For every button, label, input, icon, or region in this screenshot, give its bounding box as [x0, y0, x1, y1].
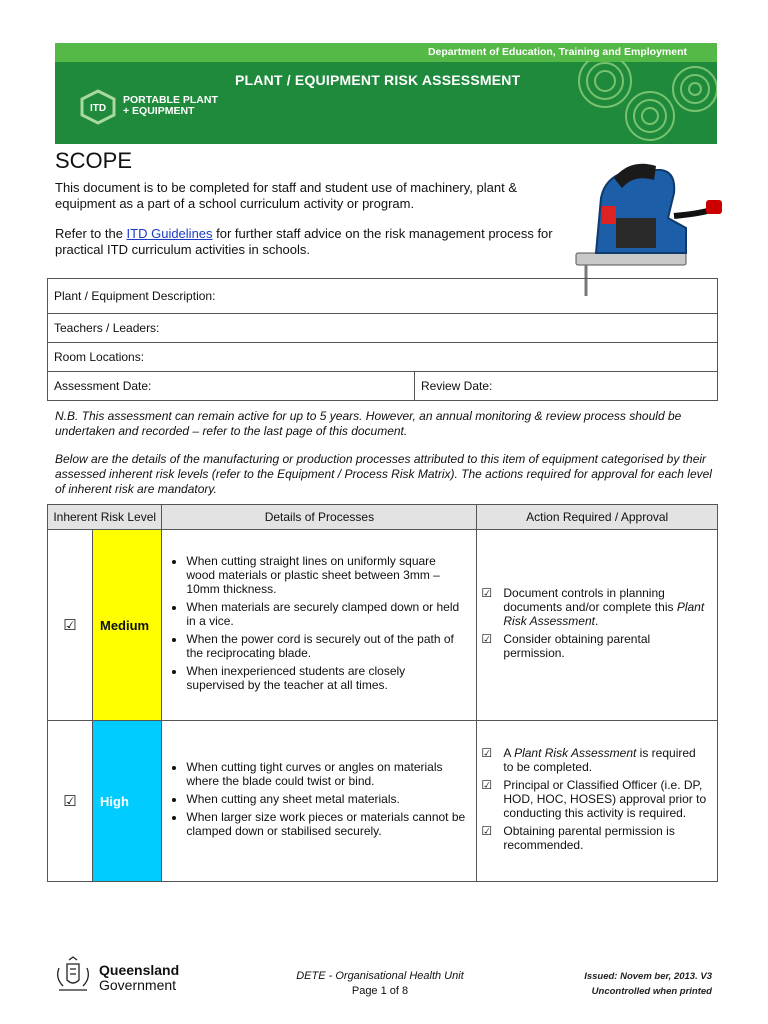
description-field[interactable]	[48, 279, 718, 314]
header-processes: Details of Processes	[162, 505, 477, 530]
checkbox-checked-icon[interactable]: ☑	[48, 721, 93, 882]
department-name: Department of Education, Training and Employment	[427, 46, 687, 58]
processes-cell	[162, 530, 477, 721]
assessment-date-label: Assessment Date:	[54, 379, 152, 393]
checkbox-checked-icon: ☑	[481, 586, 493, 600]
process-item: • When the power cord is securely out of the path of the reciprocating blade.	[186, 632, 466, 660]
decorative-swirls-icon	[565, 61, 717, 144]
queensland-name: Queensland	[99, 962, 180, 978]
logo-line-2: + EQUIPMENT	[123, 105, 195, 117]
itd-logo-icon	[79, 89, 117, 125]
p2-before: Refer to the	[55, 226, 127, 241]
action-item: ☑ Document controls in planning documents and/or complete this Plant Risk Assessment.	[481, 586, 705, 628]
teachers-field[interactable]	[48, 314, 718, 343]
header-banner	[55, 43, 717, 144]
action-item: ☑ Consider obtaining parental permission.	[481, 632, 651, 660]
process-item: • When cutting tight curves or angles on materials where the blade could twist or bind.	[186, 760, 466, 788]
logo-line-1: PORTABLE PLANT	[123, 94, 218, 106]
scope-heading: SCOPE	[55, 148, 133, 173]
government-label: Government	[99, 977, 177, 993]
rooms-field[interactable]	[48, 343, 718, 372]
assessment-date-field[interactable]	[48, 372, 415, 401]
itd-guidelines-link[interactable]: ITD Guidelines	[126, 226, 213, 241]
actions-cell	[477, 530, 718, 721]
process-item: • When cutting any sheet metal materials.	[186, 792, 466, 806]
page-number: Page 1 of 8	[351, 985, 409, 997]
review-date-label: Review Date:	[421, 379, 493, 393]
checkbox-checked-icon: ☑	[481, 824, 493, 838]
action-item: ☑ A Plant Risk Assessment is required to be completed.	[481, 746, 696, 774]
risk-level-high: High	[93, 721, 162, 882]
logo-text	[123, 95, 218, 117]
checkbox-checked-icon: ☑	[481, 778, 493, 792]
header-action: Action Required / Approval	[477, 505, 718, 530]
checkbox-checked-icon[interactable]: ☑	[48, 530, 93, 721]
risk-row-high	[48, 721, 718, 882]
processes-intro: Below are the details of the manufacturing or production processes attributed to this item of equipment categorised by their assessed inherent risk levels (refer to the Equipment / Process Risk Matrix). The actions required for approval for each level of inherent risk are mandatory.	[55, 452, 712, 496]
process-item: • When inexperienced students are closely supervised by the teacher at all times.	[186, 664, 466, 692]
equipment-info-table	[47, 278, 718, 401]
nb-note: N.B. This assessment can remain active for up to 5 years. However, an annual monitoring & review process should be undertaken and recorded – refer to the last page of this document.	[55, 409, 682, 438]
p2-after: for further staff advice on the risk management process for practical ITD curriculum activities in schools.	[55, 226, 553, 257]
process-item: • When materials are securely clamped down or held in a vice.	[186, 600, 466, 628]
logo-mark: ITD	[89, 103, 107, 114]
checkbox-checked-icon: ☑	[481, 632, 493, 646]
rooms-label: Room Locations:	[54, 350, 145, 364]
issued-date: Issued: Novem ber, 2013. V3	[584, 971, 712, 982]
footer-unit: DETE - Organisational Health Unit	[296, 970, 464, 982]
action-item: ☑ Principal or Classified Officer (i.e. DP, HOD, HOC, HOSES) approval prior to conducting this activity is required.	[481, 778, 707, 820]
action-item: ☑ Obtaining parental permission is recommended.	[481, 824, 675, 852]
footer-center	[280, 969, 480, 999]
footer-right	[540, 969, 712, 999]
description-label: Plant / Equipment Description:	[54, 289, 216, 303]
jigsaw-icon	[556, 158, 726, 298]
checkbox-checked-icon: ☑	[481, 746, 493, 760]
document-title: PLANT / EQUIPMENT RISK ASSESSMENT	[235, 72, 521, 88]
processes-cell	[162, 721, 477, 882]
risk-table	[47, 504, 718, 882]
review-date-field[interactable]	[415, 372, 718, 401]
uncontrolled-note: Uncontrolled when printed	[591, 986, 712, 997]
process-item: • When larger size work pieces or materials cannot be clamped down or stabilised securely.	[186, 810, 466, 838]
header-risk-level: Inherent Risk Level	[48, 505, 162, 530]
scope-paragraph: This document is to be completed for staff and student use of machinery, plant & equipment as a part of a school curriculum activity or program.	[55, 180, 517, 211]
queensland-crest-icon	[53, 956, 93, 994]
risk-level-medium: Medium	[93, 530, 162, 721]
guidelines-paragraph	[55, 226, 565, 258]
risk-row-medium	[48, 530, 718, 721]
actions-cell	[477, 721, 718, 882]
teachers-label: Teachers / Leaders:	[54, 321, 160, 335]
process-item: • When cutting straight lines on uniformly square wood materials or plastic sheet between 3mm – 10mm thickness.	[186, 554, 466, 596]
